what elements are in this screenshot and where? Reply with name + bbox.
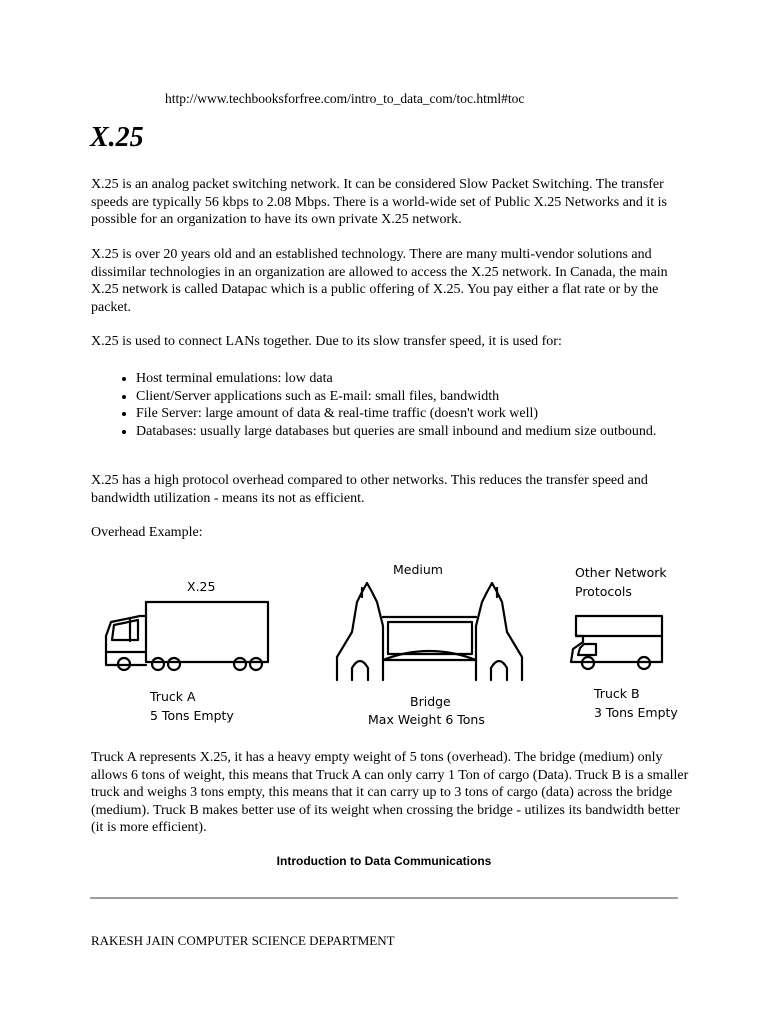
truck-explanation-paragraph: Truck A represents X.25, it has a heavy empty weight of 5 tons (overhead). The bridge (medium) only allows 6 tons of weight, this means that Truck A can only carry 1 Ton of cargo (Data). Truck B is a smaller truck and weighs 3 tons empty, this means that it can carry up to 3 tons of cargo (data) across the bridge (medium). Truck B makes better use of its weight when crossing the bridge - utilizes its bandwidth better (it is more efficient). [91,750,689,835]
list-item: • Databases: usually large databases but queries are small inbound and medium size outbound. [136,423,726,441]
footer-divider [90,897,678,899]
overhead-example-label: Overhead Example: [91,525,203,540]
source-url[interactable]: http://www.techbooksforfree.com/intro_to_data_com/toc.html#toc [165,91,525,106]
page-title: X.25 [90,122,144,153]
truck-b-protocol-label-line2: Protocols [575,584,632,599]
truck-b-illustration [571,616,662,669]
list-item: • Client/Server applications such as E-mail: small files, bandwidth [136,388,726,406]
truck-a-illustration [106,602,268,670]
document-caption: Introduction to Data Communications [276,854,492,868]
bridge-illustration [337,583,522,680]
usage-list [91,370,726,440]
history-paragraph: X.25 is over 20 years old and an established technology. There are many multi-vendor solutions and dissimilar technologies in an organization are allowed to access the X.25 network. In Canada, the main X.25 network is called Datapac which is a public offering of X.25. You pay either a flat rate or by the packet. [91,247,668,315]
list-item: • Host terminal emulations: low data [136,370,726,388]
truck-b-protocol-label-line1: Other Network [575,565,667,580]
bridge-weight-label: Max Weight 6 Tons [368,712,485,727]
usage-paragraph: X.25 is used to connect LANs together. Due to its slow transfer speed, it is used for: [91,334,562,349]
bridge-name-label: Bridge [410,694,451,709]
truck-b-weight-label: 3 Tons Empty [594,705,678,720]
bridge-medium-label: Medium [393,562,443,577]
truck-b-name-label: Truck B [594,686,640,701]
overhead-paragraph: X.25 has a high protocol overhead compared to other networks. This reduces the transfer speed and bandwidth utilization - means its not as efficient. [91,473,648,506]
truck-a-weight-label: 5 Tons Empty [150,708,234,723]
intro-paragraph: X.25 is an analog packet switching network. It can be considered Slow Packet Switching. The transfer speeds are typically 56 kbps to 2.08 Mbps. There is a world-wide set of Public X.25 Networks and it is possible for an organization to have its own private X.25 network. [91,177,667,227]
overhead-diagram [0,550,768,740]
footer-text: RAKESH JAIN COMPUTER SCIENCE DEPARTMENT [91,933,395,948]
list-item: • File Server: large amount of data & real-time traffic (doesn't work well) [136,405,726,423]
truck-a-name-label: Truck A [150,689,196,704]
truck-a-protocol-label: X.25 [187,579,216,594]
